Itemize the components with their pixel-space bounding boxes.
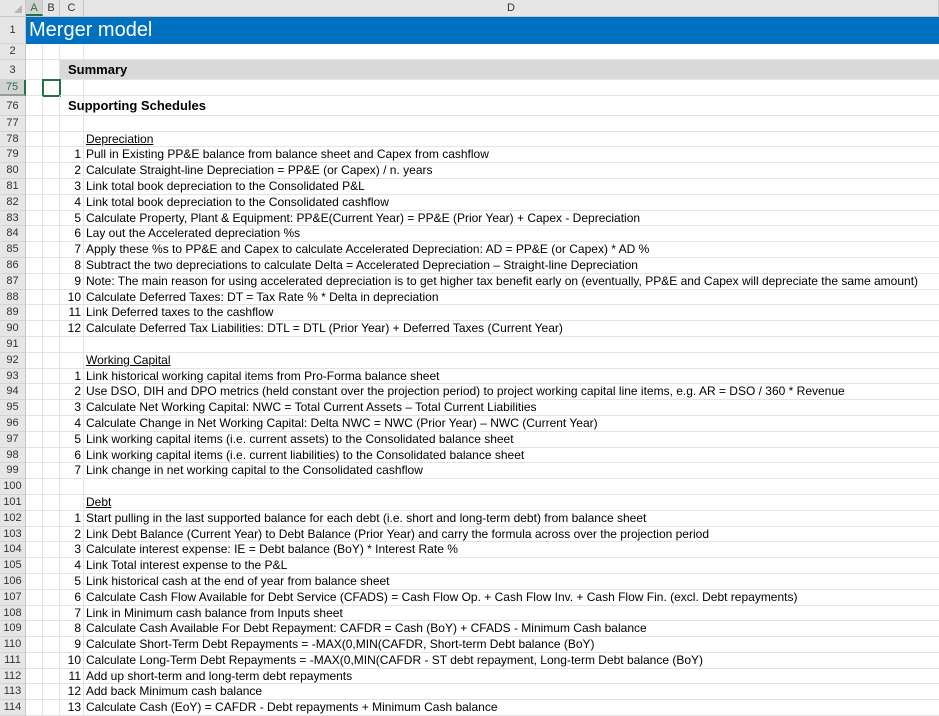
step-text[interactable]: Calculate Cash Available For Debt Repayment: CAFDR = Cash (BoY) + CFADS - Minimum Cash balance: [84, 621, 939, 637]
cell[interactable]: [26, 527, 43, 543]
sheet-title: Merger model: [29, 19, 153, 41]
step-number[interactable]: 5: [60, 432, 84, 448]
cell[interactable]: [43, 542, 60, 558]
step-number[interactable]: 8: [60, 621, 84, 637]
row-header[interactable]: 78: [0, 132, 26, 148]
row-header[interactable]: 103: [0, 527, 26, 543]
column-header-c[interactable]: C: [60, 0, 84, 16]
section-heading: Working Capital: [86, 352, 171, 367]
cell[interactable]: [84, 337, 939, 353]
cell[interactable]: [43, 305, 60, 321]
step-row: [0, 669, 939, 685]
row-header[interactable]: 80: [0, 163, 26, 179]
cell[interactable]: [43, 432, 60, 448]
cell[interactable]: [26, 60, 43, 80]
row-header[interactable]: 91: [0, 337, 26, 353]
step-row: [0, 226, 939, 242]
step-text[interactable]: Note: The main reason for using accelerated depreciation is to get higher tax benefit early on (eventually, PP&E and Capex will depreciate the same amount): [84, 274, 939, 290]
step-text[interactable]: Calculate Property, Plant & Equipment: PP&E(Current Year) = PP&E (Prior Year) + Capex - Depreciation: [84, 211, 939, 227]
row-header[interactable]: 86: [0, 258, 26, 274]
step-number[interactable]: 9: [60, 637, 84, 653]
row-header-selected[interactable]: 75: [0, 80, 26, 96]
cell[interactable]: [60, 495, 84, 511]
sheet-row: [0, 44, 939, 60]
cell[interactable]: [43, 132, 60, 148]
row-header[interactable]: 106: [0, 574, 26, 590]
section-heading: Depreciation: [86, 131, 154, 146]
cell[interactable]: [43, 369, 60, 385]
step-number[interactable]: 2: [60, 527, 84, 543]
column-header-b[interactable]: B: [43, 0, 60, 16]
cell[interactable]: [26, 511, 43, 527]
step-text[interactable]: Lay out the Accelerated depreciation %s: [84, 226, 939, 242]
step-number[interactable]: 4: [60, 195, 84, 211]
sheet-row: [0, 116, 939, 132]
cell[interactable]: [60, 116, 84, 132]
step-text[interactable]: Link historical working capital items from Pro-Forma balance sheet: [84, 369, 939, 385]
cell[interactable]: [26, 290, 43, 306]
cell[interactable]: [43, 637, 60, 653]
step-number[interactable]: 7: [60, 606, 84, 622]
row-header[interactable]: 112: [0, 669, 26, 685]
cell[interactable]: [43, 463, 60, 479]
row-header[interactable]: 113: [0, 684, 26, 700]
step-number[interactable]: 8: [60, 258, 84, 274]
step-number[interactable]: 5: [60, 211, 84, 227]
row-header[interactable]: 108: [0, 606, 26, 622]
row-header[interactable]: 114: [0, 700, 26, 716]
cell[interactable]: [26, 574, 43, 590]
row-header[interactable]: 95: [0, 400, 26, 416]
title-cell[interactable]: [26, 17, 153, 44]
column-header-bar: [0, 0, 939, 17]
cell[interactable]: [26, 684, 43, 700]
cell[interactable]: [26, 163, 43, 179]
step-row: [0, 163, 939, 179]
row-header[interactable]: 3: [0, 60, 26, 80]
row-header[interactable]: 87: [0, 274, 26, 290]
cell[interactable]: [43, 558, 60, 574]
step-text[interactable]: Link Debt Balance (Current Year) to Debt Balance (Prior Year) and carry the formula across over the projection period: [84, 527, 939, 543]
supporting-cell[interactable]: [68, 96, 939, 116]
step-text[interactable]: Link historical cash at the end of year from balance sheet: [84, 574, 939, 590]
step-number[interactable]: 2: [60, 163, 84, 179]
step-row: [0, 179, 939, 195]
step-number[interactable]: 10: [60, 653, 84, 669]
step-text[interactable]: Link total book depreciation to the Consolidated cashflow: [84, 195, 939, 211]
cell[interactable]: [26, 606, 43, 622]
cell[interactable]: [43, 384, 60, 400]
row-header[interactable]: 107: [0, 590, 26, 606]
step-number[interactable]: 6: [60, 448, 84, 464]
step-number[interactable]: 11: [60, 305, 84, 321]
cell[interactable]: [43, 44, 60, 60]
cell[interactable]: [43, 606, 60, 622]
step-text[interactable]: Calculate Long-Term Debt Repayments = -MAX(0,MIN(CAFDR - ST debt repayment, Long-term Debt balance (BoY): [84, 653, 939, 669]
step-number[interactable]: 12: [60, 321, 84, 337]
supporting-schedules-heading: Supporting Schedules: [68, 97, 206, 113]
cell[interactable]: [26, 80, 43, 96]
row-header[interactable]: 109: [0, 621, 26, 637]
title-cell-d[interactable]: [84, 17, 939, 44]
step-text[interactable]: Link working capital items (i.e. current liabilities) to the Consolidated balance sheet: [84, 448, 939, 464]
column-header-a[interactable]: A: [26, 0, 43, 16]
step-row: [0, 448, 939, 464]
cell[interactable]: [43, 321, 60, 337]
step-text[interactable]: Use DSO, DIH and DPO metrics (held constant over the projection period) to project working capital line items, e.g. AR = DSO / 360 * Revenue: [84, 384, 939, 400]
cell[interactable]: [43, 527, 60, 543]
cell[interactable]: [26, 353, 43, 369]
sheet-row: [0, 337, 939, 353]
cell[interactable]: [43, 163, 60, 179]
row-header[interactable]: 104: [0, 542, 26, 558]
step-number[interactable]: 1: [60, 511, 84, 527]
step-row: [0, 511, 939, 527]
sheet-row-selected: [0, 80, 939, 96]
cell[interactable]: [26, 463, 43, 479]
row-header[interactable]: 77: [0, 116, 26, 132]
row-header[interactable]: 2: [0, 44, 26, 60]
cell[interactable]: [60, 337, 84, 353]
step-text[interactable]: Calculate Deferred Tax Liabilities: DTL = DTL (Prior Year) + Deferred Taxes (Current Year): [84, 321, 939, 337]
step-row: [0, 274, 939, 290]
cell[interactable]: [60, 132, 84, 148]
cell[interactable]: [43, 96, 60, 116]
step-text[interactable]: Link in Minimum cash balance from Inputs sheet: [84, 606, 939, 622]
cell[interactable]: [43, 621, 60, 637]
step-text[interactable]: Link change in net working capital to the Consolidated cashflow: [84, 463, 939, 479]
cell[interactable]: [26, 637, 43, 653]
cell[interactable]: [43, 574, 60, 590]
step-row: [0, 147, 939, 163]
cell[interactable]: [26, 700, 43, 716]
cell[interactable]: [26, 558, 43, 574]
row-header[interactable]: 89: [0, 305, 26, 321]
row-header[interactable]: 76: [0, 96, 26, 116]
cell[interactable]: [26, 542, 43, 558]
row-header[interactable]: 93: [0, 369, 26, 385]
step-number[interactable]: 6: [60, 590, 84, 606]
row-header[interactable]: 81: [0, 179, 26, 195]
step-number[interactable]: 4: [60, 416, 84, 432]
cell[interactable]: [43, 448, 60, 464]
step-row: [0, 369, 939, 385]
cell[interactable]: [26, 653, 43, 669]
step-text[interactable]: Link Total interest expense to the P&L: [84, 558, 939, 574]
cell[interactable]: [84, 80, 939, 96]
cell[interactable]: [43, 195, 60, 211]
step-text[interactable]: Add back Minimum cash balance: [84, 684, 939, 700]
cell[interactable]: [60, 80, 84, 96]
step-row: [0, 290, 939, 306]
row-header[interactable]: 92: [0, 353, 26, 369]
step-text[interactable]: Subtract the two depreciations to calculate Delta = Accelerated Depreciation – Straight-line Depreciation: [84, 258, 939, 274]
step-text[interactable]: Calculate Deferred Taxes: DT = Tax Rate % * Delta in depreciation: [84, 290, 939, 306]
row-header[interactable]: 90: [0, 321, 26, 337]
step-row: [0, 463, 939, 479]
step-number[interactable]: 3: [60, 179, 84, 195]
cell[interactable]: [43, 669, 60, 685]
step-row: [0, 653, 939, 669]
cell[interactable]: [26, 195, 43, 211]
step-row: [0, 384, 939, 400]
step-number[interactable]: 5: [60, 574, 84, 590]
section-heading-cell[interactable]: [84, 495, 939, 511]
cell[interactable]: [43, 258, 60, 274]
step-text[interactable]: Link working capital items (i.e. current assets) to the Consolidated balance sheet: [84, 432, 939, 448]
section-heading-row: [0, 495, 939, 511]
row-header[interactable]: 100: [0, 479, 26, 495]
cell[interactable]: [26, 132, 43, 148]
step-row: [0, 527, 939, 543]
cell[interactable]: [43, 290, 60, 306]
cell[interactable]: [43, 353, 60, 369]
step-row: [0, 621, 939, 637]
step-number[interactable]: 10: [60, 290, 84, 306]
section-heading-row: [0, 353, 939, 369]
column-header-d[interactable]: D: [84, 0, 939, 16]
row-header[interactable]: 1: [0, 17, 26, 44]
step-text[interactable]: Add up short-term and long-term debt repayments: [84, 669, 939, 685]
row-header[interactable]: 83: [0, 211, 26, 227]
step-number[interactable]: 3: [60, 400, 84, 416]
step-text[interactable]: Calculate Straight-line Depreciation = PP&E (or Capex) / n. years: [84, 163, 939, 179]
row-header[interactable]: 111: [0, 653, 26, 669]
step-number[interactable]: 9: [60, 274, 84, 290]
cell[interactable]: [84, 116, 939, 132]
active-cell[interactable]: [43, 80, 60, 96]
step-row: [0, 684, 939, 700]
step-text[interactable]: Calculate Short-Term Debt Repayments = -MAX(0,MIN(CAFDR, Short-term Debt balance (BoY): [84, 637, 939, 653]
cell[interactable]: [43, 116, 60, 132]
step-number[interactable]: 6: [60, 226, 84, 242]
step-row: [0, 305, 939, 321]
summary-heading: Summary: [68, 61, 128, 77]
cell[interactable]: [43, 590, 60, 606]
row-header[interactable]: 94: [0, 384, 26, 400]
step-text[interactable]: Link total book depreciation to the Consolidated P&L: [84, 179, 939, 195]
cell[interactable]: [43, 60, 60, 80]
sheet-row: [0, 479, 939, 495]
step-number[interactable]: 4: [60, 558, 84, 574]
step-row: [0, 700, 939, 716]
step-text[interactable]: Calculate Cash (EoY) = CAFDR - Debt repayments + Minimum Cash balance: [84, 700, 939, 716]
step-row: [0, 416, 939, 432]
step-number[interactable]: 11: [60, 669, 84, 685]
step-text[interactable]: Calculate Net Working Capital: NWC = Total Current Assets – Total Current Liabilities: [84, 400, 939, 416]
cell[interactable]: [26, 669, 43, 685]
schedule-sections: [0, 132, 939, 716]
row-header[interactable]: 97: [0, 432, 26, 448]
cell[interactable]: [26, 274, 43, 290]
step-number[interactable]: 2: [60, 384, 84, 400]
row-header[interactable]: 101: [0, 495, 26, 511]
cell[interactable]: [26, 432, 43, 448]
cell[interactable]: [26, 226, 43, 242]
cell[interactable]: [26, 242, 43, 258]
step-row: [0, 558, 939, 574]
cell[interactable]: [43, 179, 60, 195]
step-row: [0, 258, 939, 274]
cell[interactable]: [26, 147, 43, 163]
cell[interactable]: [26, 258, 43, 274]
sheet-row: [0, 96, 939, 116]
step-row: [0, 195, 939, 211]
step-row: [0, 432, 939, 448]
section-heading-cell[interactable]: [84, 132, 939, 148]
cell[interactable]: [26, 305, 43, 321]
cell[interactable]: [26, 116, 43, 132]
cell[interactable]: [26, 337, 43, 353]
step-row: [0, 242, 939, 258]
step-row: [0, 590, 939, 606]
step-row: [0, 542, 939, 558]
summary-row: [0, 60, 939, 80]
row-header[interactable]: 88: [0, 290, 26, 306]
cell[interactable]: [43, 211, 60, 227]
step-text[interactable]: Calculate interest expense: IE = Debt balance (BoY) * Interest Rate %: [84, 542, 939, 558]
cell[interactable]: [26, 400, 43, 416]
row-header[interactable]: 85: [0, 242, 26, 258]
cell[interactable]: [84, 44, 939, 60]
step-row: [0, 211, 939, 227]
row-header[interactable]: 79: [0, 147, 26, 163]
step-row: [0, 321, 939, 337]
cell[interactable]: [26, 321, 43, 337]
cell[interactable]: [43, 226, 60, 242]
cell[interactable]: [43, 147, 60, 163]
cell[interactable]: [26, 479, 43, 495]
step-text[interactable]: Calculate Cash Flow Available for Debt Service (CFADS) = Cash Flow Op. + Cash Flow Inv. + Cash Flow Fin. (excl. Debt repayments): [84, 590, 939, 606]
step-row: [0, 400, 939, 416]
step-text[interactable]: Start pulling in the last supported balance for each debt (i.e. short and long-term debt) from balance sheet: [84, 511, 939, 527]
cell[interactable]: [26, 369, 43, 385]
cell[interactable]: [43, 511, 60, 527]
row-header[interactable]: 110: [0, 637, 26, 653]
cell[interactable]: [84, 479, 939, 495]
step-row: [0, 574, 939, 590]
cell[interactable]: [43, 700, 60, 716]
row-header[interactable]: 102: [0, 511, 26, 527]
cell[interactable]: [43, 416, 60, 432]
section-heading-cell[interactable]: [84, 353, 939, 369]
cell[interactable]: [26, 416, 43, 432]
row-header[interactable]: 84: [0, 226, 26, 242]
cell[interactable]: [43, 337, 60, 353]
step-number[interactable]: 7: [60, 463, 84, 479]
step-text[interactable]: Calculate Change in Net Working Capital: Delta NWC = NWC (Prior Year) – NWC (Current Year): [84, 416, 939, 432]
step-number[interactable]: 3: [60, 542, 84, 558]
row-header[interactable]: 82: [0, 195, 26, 211]
step-number[interactable]: 1: [60, 147, 84, 163]
cell[interactable]: [43, 479, 60, 495]
row-header[interactable]: 105: [0, 558, 26, 574]
cell[interactable]: [60, 44, 84, 60]
row-header[interactable]: 96: [0, 416, 26, 432]
cell[interactable]: [26, 621, 43, 637]
step-row: [0, 637, 939, 653]
title-row: [0, 17, 939, 44]
step-number[interactable]: 7: [60, 242, 84, 258]
cell[interactable]: [26, 179, 43, 195]
step-text[interactable]: Pull in Existing PP&E balance from balance sheet and Capex from cashflow: [84, 147, 939, 163]
row-header[interactable]: 98: [0, 448, 26, 464]
cell[interactable]: [26, 495, 43, 511]
cell[interactable]: [26, 96, 43, 116]
cell[interactable]: [43, 684, 60, 700]
row-header[interactable]: 99: [0, 463, 26, 479]
cell[interactable]: [26, 211, 43, 227]
cell[interactable]: [26, 44, 43, 60]
step-row: [0, 606, 939, 622]
step-number[interactable]: 1: [60, 369, 84, 385]
cell[interactable]: [43, 495, 60, 511]
cell[interactable]: [43, 274, 60, 290]
step-text[interactable]: Link Deferred taxes to the cashflow: [84, 305, 939, 321]
cell[interactable]: [43, 400, 60, 416]
cell[interactable]: [26, 590, 43, 606]
summary-cell[interactable]: [68, 60, 939, 80]
cell[interactable]: [26, 448, 43, 464]
step-number[interactable]: 13: [60, 700, 84, 716]
section-heading: Debt: [86, 494, 112, 509]
cell[interactable]: [43, 242, 60, 258]
section-heading-row: [0, 132, 939, 148]
step-text[interactable]: Apply these %s to PP&E and Capex to calculate Accelerated Depreciation: AD = PP&E (or Capex) * AD %: [84, 242, 939, 258]
cell[interactable]: [60, 479, 84, 495]
cell[interactable]: [43, 653, 60, 669]
step-number[interactable]: 12: [60, 684, 84, 700]
cell[interactable]: [26, 384, 43, 400]
select-all-button[interactable]: [0, 0, 26, 16]
cell[interactable]: [60, 353, 84, 369]
